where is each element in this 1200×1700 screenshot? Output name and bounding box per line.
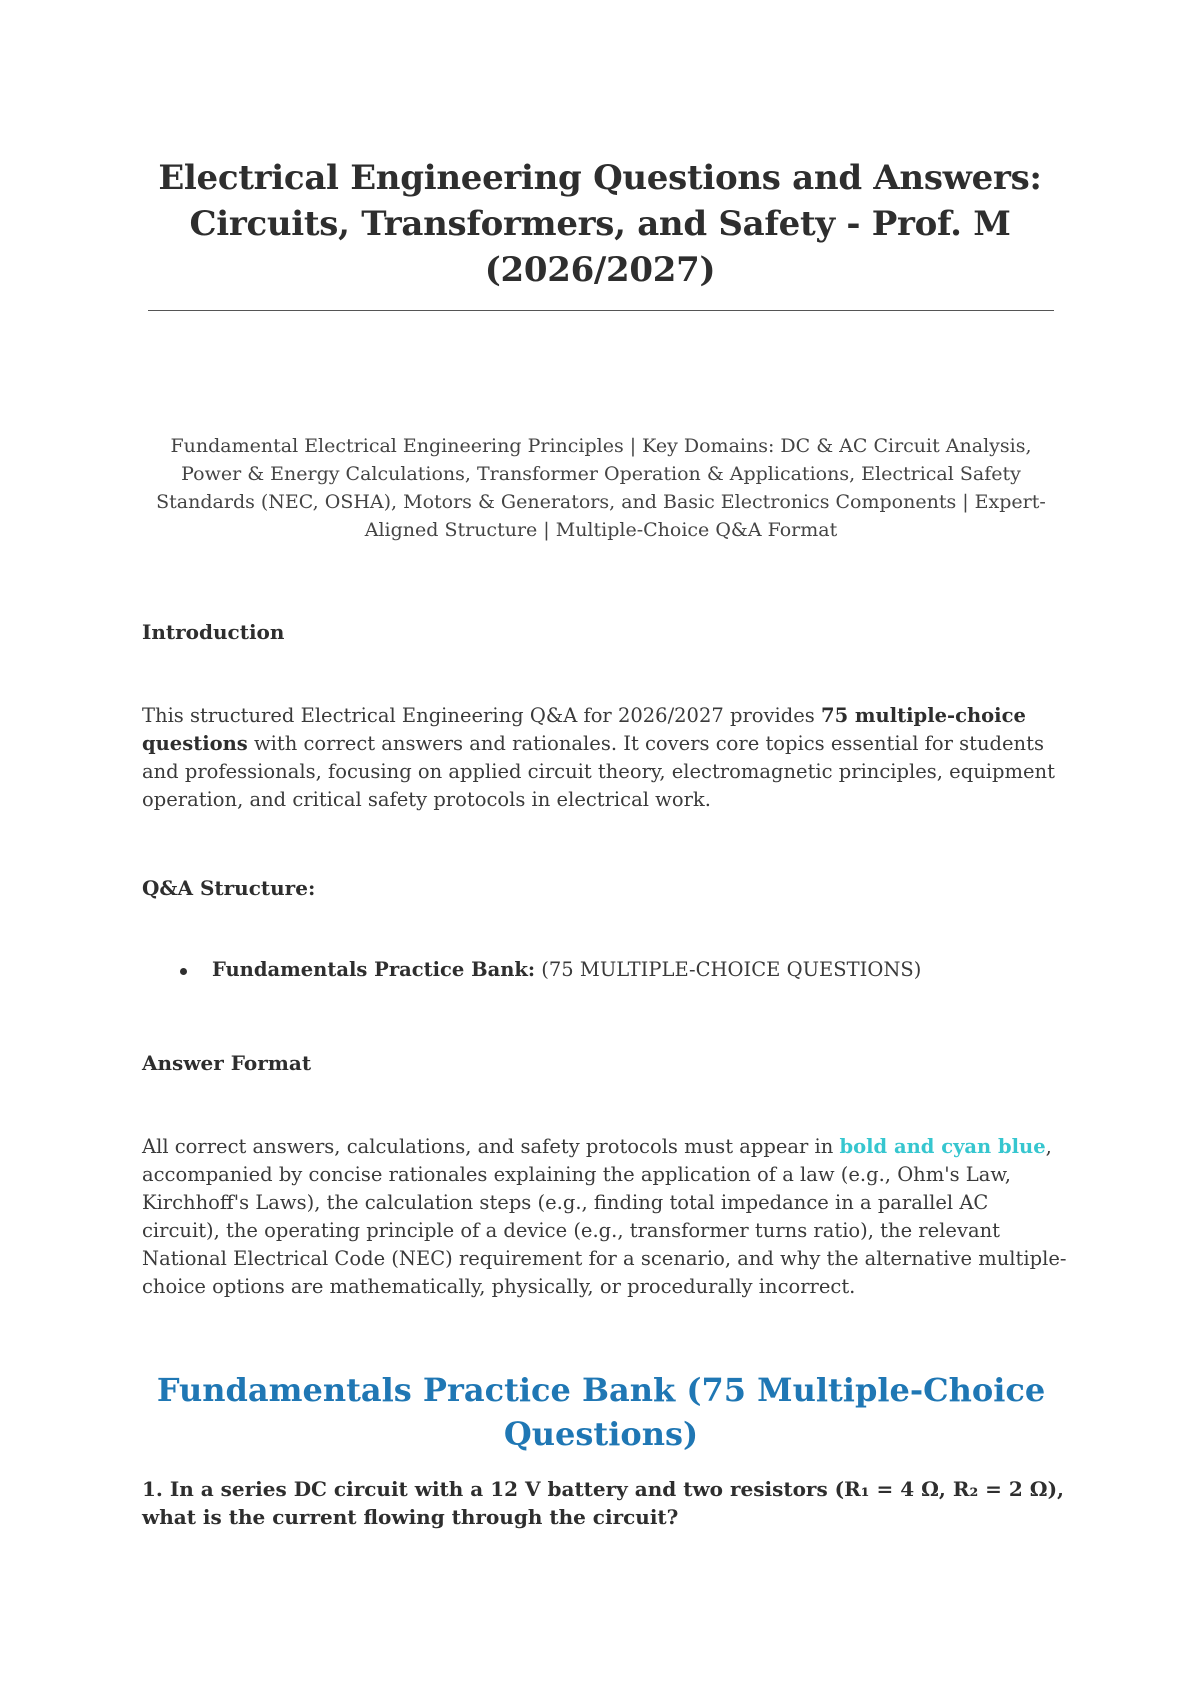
answer-format-text-start: All correct answers, calculations, and safety protocols must appear in xyxy=(142,1135,840,1158)
list-item xyxy=(142,956,1042,984)
introduction-text-start: This structured Electrical Engineering Q&A for 2026/2027 provides xyxy=(142,704,821,727)
list-item-detail: (75 MULTIPLE-CHOICE QUESTIONS) xyxy=(535,958,922,981)
document-title: Electrical Engineering Questions and Answers: Circuits, Transformers, and Safety - Prof. M (2026/2027) xyxy=(158,158,1042,290)
answer-format-text-end: , accompanied by concise rationales explaining the application of a law (e.g., Ohm's Law, Kirchhoff's Laws), the calculation steps (e.g., finding total impedance in a parallel AC circuit), the operating principle of a device (e.g., transformer turns ratio), the relevant National Electrical Code (NEC) requirement for a scenario, and why the alternative multiple-choice options are mathematically, physically, or procedurally incorrect. xyxy=(142,1135,1067,1298)
answer-format-heading: Answer Format xyxy=(142,1051,312,1075)
horizontal-divider xyxy=(148,310,1054,311)
question-1: 1. In a series DC circuit with a 12 V battery and two resistors (R₁ = 4 Ω, R₂ = 2 Ω), what is the current flowing through the circuit? xyxy=(142,1477,1064,1529)
introduction-paragraph xyxy=(142,702,1067,814)
bullet-icon xyxy=(180,968,187,975)
introduction-text-bold: 75 multiple-choice questions xyxy=(142,704,1026,755)
document-subtitle: Fundamental Electrical Engineering Principles | Key Domains: DC & AC Circuit Analysis, Power & Energy Calculations, Transformer Operation & Applications, Electrical Safety Standards (NEC, OSHA), Motors & Generators, and Basic Electronics Components | Expert-Aligned Structure | Multiple-Choice Q&A Format xyxy=(156,435,1046,541)
introduction-heading: Introduction xyxy=(142,620,285,644)
answer-format-paragraph xyxy=(142,1133,1067,1301)
answer-format-accent-text: bold and cyan blue xyxy=(839,1135,1046,1158)
qa-structure-heading: Q&A Structure: xyxy=(142,876,316,900)
practice-bank-title: Fundamentals Practice Bank (75 Multiple-Choice Questions) xyxy=(156,1371,1046,1453)
introduction-text-end: with correct answers and rationales. It covers core topics essential for students and professionals, focusing on applied circuit theory, electromagnetic principles, equipment operation, and critical safety protocols in electrical work. xyxy=(142,732,1055,811)
list-item-label: Fundamentals Practice Bank: xyxy=(212,958,536,981)
qa-structure-list xyxy=(142,956,1042,984)
